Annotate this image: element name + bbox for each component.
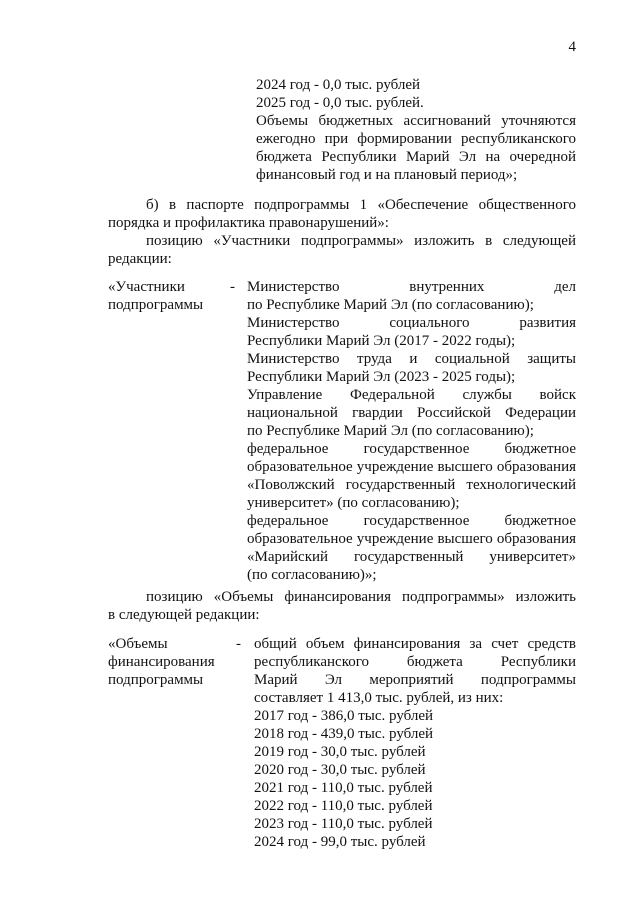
- note-line: бюджета Республики Марий Эл на очередной: [256, 149, 576, 165]
- funding-line: Марий Эл мероприятий подпрограммы: [254, 672, 576, 688]
- participant-line: «Марийский государственный университет»: [247, 549, 576, 565]
- funding-continuation-block: [256, 76, 576, 184]
- note-line: финансовый год и на плановый период»;: [256, 167, 518, 183]
- participants-label: [108, 278, 238, 314]
- label-line: финансирования: [108, 654, 215, 670]
- note-line: Объемы бюджетных ассигнований уточняются: [256, 113, 576, 129]
- paragraph-line: позицию «Объемы финансирования подпрограммы» изложить: [146, 589, 576, 605]
- label-line: «Участники: [108, 279, 185, 295]
- funding-year-line: 2021 год - 110,0 тыс. рублей: [254, 780, 433, 796]
- paragraph-line: порядка и профилактика правонарушений»:: [108, 215, 389, 231]
- participant-line: по Республике Марий Эл (по согласованию);: [247, 297, 534, 313]
- participant-line: по Республике Марий Эл (по согласованию);: [247, 423, 534, 439]
- participant-line: Министерство внутренних дел: [247, 279, 576, 295]
- label-line: подпрограммы: [108, 672, 204, 688]
- funding-year-line: 2018 год - 439,0 тыс. рублей: [254, 726, 434, 742]
- paragraph-line: в следующей редакции:: [108, 607, 260, 623]
- funding-year-line: 2024 год - 0,0 тыс. рублей: [256, 77, 421, 93]
- funding-list: [254, 635, 576, 851]
- paragraph-line: редакции:: [108, 251, 172, 267]
- participant-line: «Поволжский государственный технологический: [247, 477, 576, 493]
- funding-year-line: 2025 год - 0,0 тыс. рублей.: [256, 95, 424, 111]
- participant-line: федеральное государственное бюджетное: [247, 513, 576, 529]
- participant-line: образовательное учреждение высшего образования: [247, 459, 576, 475]
- funding-label: [108, 635, 238, 689]
- participant-line: Управление Федеральной службы войск: [247, 387, 576, 403]
- participant-line: федеральное государственное бюджетное: [247, 441, 576, 457]
- participants-intro: [108, 232, 576, 268]
- participant-line: Министерство труда и социальной защиты: [247, 351, 576, 367]
- participant-line: Министерство социального развития: [247, 315, 576, 331]
- participants-dash: -: [230, 279, 235, 295]
- page-number: 4: [568, 39, 576, 55]
- funding-year-line: 2019 год - 30,0 тыс. рублей: [254, 744, 426, 760]
- label-line: подпрограммы: [108, 297, 204, 313]
- participant-line: (по согласованию)»;: [247, 567, 377, 583]
- label-line: «Объемы: [108, 636, 168, 652]
- participant-line: национальной гвардии Российской Федерации: [247, 405, 576, 421]
- funding-line: общий объем финансирования за счет средств: [254, 636, 576, 652]
- funding-line: составляет 1 413,0 тыс. рублей, из них:: [254, 690, 504, 706]
- note-line: ежегодно при формировании республиканского: [256, 131, 576, 147]
- participant-line: образовательное учреждение высшего образования: [247, 531, 576, 547]
- funding-line: республиканского бюджета Республики: [254, 654, 576, 670]
- participant-line: Республики Марий Эл (2017 - 2022 годы);: [247, 333, 516, 349]
- funding-year-line: 2017 год - 386,0 тыс. рублей: [254, 708, 434, 724]
- funding-intro: [108, 588, 576, 624]
- funding-dash: -: [236, 636, 241, 652]
- paragraph-line: позицию «Участники подпрограммы» изложить в следующей: [146, 233, 576, 249]
- participant-line: Республики Марий Эл (2023 - 2025 годы);: [247, 369, 516, 385]
- paragraph-line: б) в паспорте подпрограммы 1 «Обеспечение общественного: [146, 197, 576, 213]
- funding-year-line: 2023 год - 110,0 тыс. рублей: [254, 816, 433, 832]
- funding-year-line: 2022 год - 110,0 тыс. рублей: [254, 798, 433, 814]
- paragraph-b: [108, 196, 576, 232]
- participant-line: университет» (по согласованию);: [247, 495, 460, 511]
- funding-year-line: 2020 год - 30,0 тыс. рублей: [254, 762, 426, 778]
- participants-list: [247, 278, 576, 584]
- funding-year-line: 2024 год - 99,0 тыс. рублей: [254, 834, 426, 850]
